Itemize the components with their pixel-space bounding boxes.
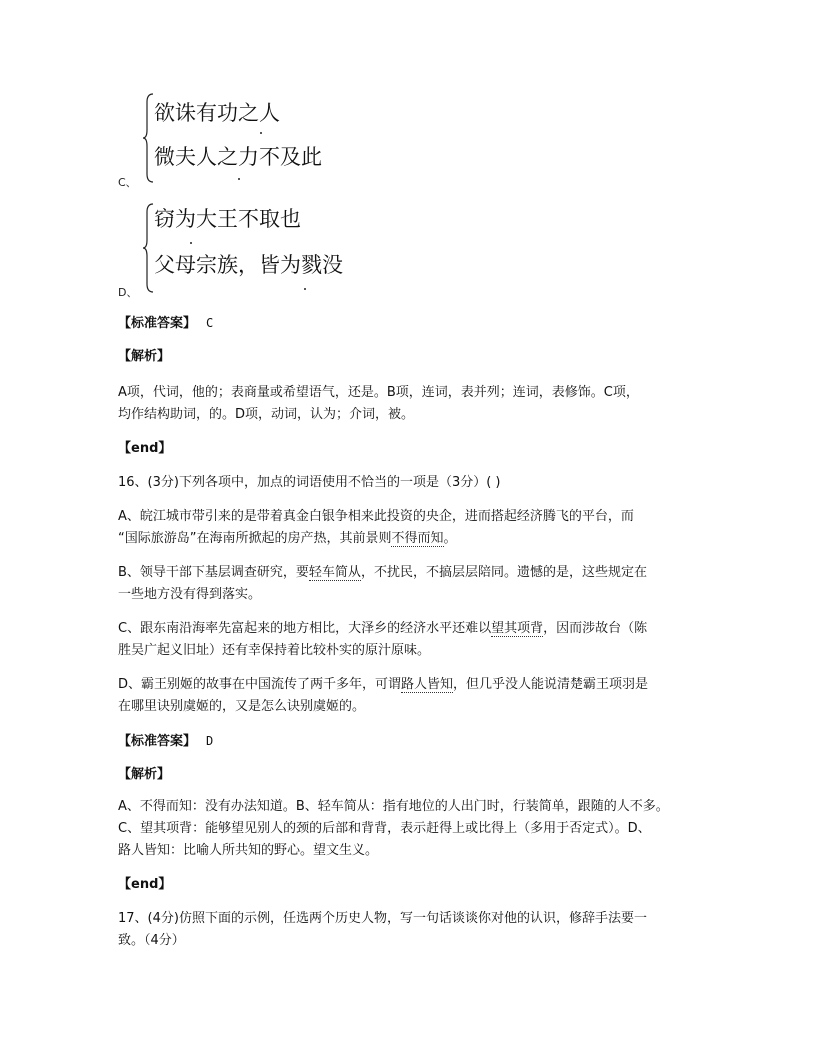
q16-stem: 16、(3分)下列各项中，加点的词语使用不恰当的一项是（3分）( ) xyxy=(118,475,501,490)
q16-option-d-line1 xyxy=(118,674,708,696)
option-d-line2: 父母宗族，皆为戮没 xyxy=(154,253,343,277)
emphasized-term: 不得而知 xyxy=(391,531,444,546)
emphasized-term: 望其项背 xyxy=(491,621,544,636)
answer-value: D xyxy=(206,734,214,748)
q16-analysis-line1: A、不得而知：没有办法知道。B、轻车简从：指有地位的人出门时，行装简单，跟随的人不多。 xyxy=(118,799,669,814)
q16-option-b-line1 xyxy=(118,562,708,584)
brace-icon xyxy=(142,202,154,294)
text-fragment: D、霸王别姬的故事在中国流传了两千多年，可谓 xyxy=(118,677,402,692)
q17-stem-line1: 17、(4分)仿照下面的示例，任选两个历史人物，写一句话谈谈你对他的认识，修辞手法要一 xyxy=(118,911,647,926)
option-d-label: D、 xyxy=(118,286,138,299)
q16-analysis-line3: 路人皆知：比喻人所共知的野心。望文生义。 xyxy=(118,843,379,858)
text-fragment: C、跟东南沿海率先富起来的地方相比，大泽乡的经济水平还难以 xyxy=(118,621,492,636)
brace-icon xyxy=(142,92,154,184)
option-c-label: C、 xyxy=(118,176,137,189)
answer-tag: 【标准答案】 xyxy=(118,734,197,749)
emphasized-term: 轻车简从 xyxy=(308,565,361,580)
option-d-block xyxy=(118,202,418,298)
text-fragment: ，但几乎没人能说清楚霸王项羽是 xyxy=(453,677,649,692)
text-fragment: B、领导干部下基层调查研究，要 xyxy=(118,565,309,580)
q16-option-c-line1 xyxy=(118,618,708,640)
answer-tag: 【标准答案】 xyxy=(118,316,197,331)
option-c-line1: 欲诛有功之人 xyxy=(154,101,280,125)
text-fragment: ，不扰民，不搞层层陪同。遗憾的是，这些规定在 xyxy=(360,565,647,580)
emphasis-dot xyxy=(304,288,306,290)
q16-option-c-line2: 胜吴广起义旧址）还有幸保持着比较朴实的原汁原味。 xyxy=(118,643,431,658)
option-d-line1: 窃为大王不取也 xyxy=(154,207,301,231)
text-fragment: 。 xyxy=(443,531,457,546)
q16-answer-row xyxy=(118,730,708,753)
q15-analysis-tag: 【解析】 xyxy=(118,349,171,364)
q15-end-tag: 【end】 xyxy=(118,441,172,456)
emphasis-dot xyxy=(238,178,240,180)
q15-analysis-line2: 均作结构助词，的。D项，动词，认为；介词，被。 xyxy=(118,407,415,422)
option-c-block xyxy=(118,92,418,189)
emphasis-dot xyxy=(260,132,262,134)
emphasis-dot xyxy=(190,242,192,244)
q16-option-d-line2: 在哪里诀别虞姬的，又是怎么诀别虞姬的。 xyxy=(118,699,366,714)
q17-stem-line2: 致。（4分） xyxy=(118,933,185,948)
q16-option-a-line2 xyxy=(118,528,708,550)
q15-analysis-line1: A项，代词，他的；表商量或希望语气，还是。B项，连词，表并列；连词，表修饰。C项， xyxy=(118,385,639,400)
q16-analysis-line2: C、望其项背：能够望见别人的颈的后部和背背，表示赶得上或比得上（多用于否定式）。D、 xyxy=(118,821,651,836)
q16-option-b-line2: 一些地方没有得到落实。 xyxy=(118,587,262,602)
text-fragment: “国际旅游岛”在海南所掀起的房产热，其前景则 xyxy=(118,531,392,546)
answer-value: C xyxy=(206,316,214,330)
text-fragment: ，因而涉故台（陈 xyxy=(543,621,648,636)
q16-option-a-line1: A、皖江城市带引来的是带着真金白银争相来此投资的央企，进而搭起经济腾飞的平台，而 xyxy=(118,509,634,524)
q15-answer-row xyxy=(118,312,708,335)
option-c-line2: 微夫人之力不及此 xyxy=(154,145,322,169)
emphasized-term: 路人皆知 xyxy=(401,677,454,692)
q16-analysis-tag: 【解析】 xyxy=(118,767,171,782)
q16-end-tag: 【end】 xyxy=(118,877,172,892)
